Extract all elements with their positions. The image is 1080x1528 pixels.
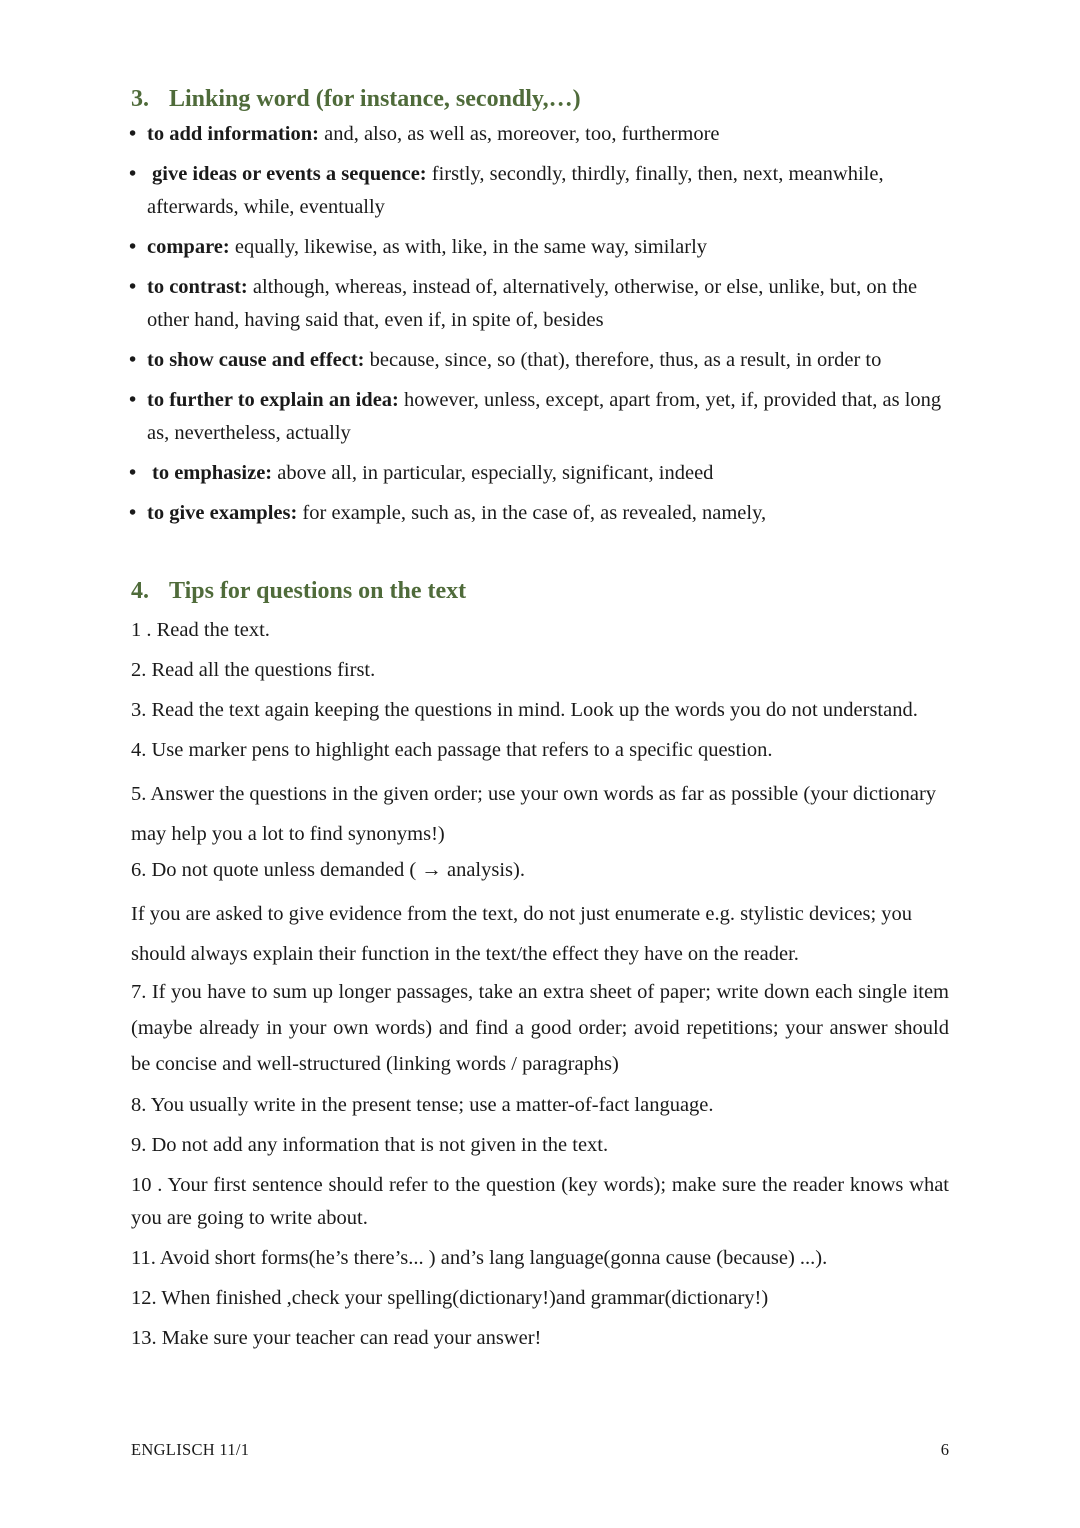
tip-item: If you are asked to give evidence from the text, do not just enumerate e.g. stylistic devices; you should always explain their function in the text/the effect they have on the reader. <box>131 903 913 965</box>
list-item <box>131 231 949 264</box>
bullet-icon: • <box>129 123 137 145</box>
tip-item: 1 . Read the text. <box>131 619 270 641</box>
tip-item: 3. Read the text again keeping the questions in mind. Look up the words you do not understand. <box>131 699 918 721</box>
list-item-label: to add information: <box>147 123 319 145</box>
tip-item: 6. Do not quote unless demanded ( → analysis). <box>131 859 525 881</box>
tip-item: 5. Answer the questions in the given order; use your own words as far as possible (your dictionary may help you a lot to find synonyms!) <box>131 783 937 845</box>
tip-item: 12. When finished ,check your spelling(dictionary!)and grammar(dictionary!) <box>131 1287 769 1309</box>
list-item <box>131 457 949 490</box>
bullet-icon: • <box>129 276 137 298</box>
list-item-text: firstly, secondly, thirdly, finally, then, next, meanwhile, afterwards, while, eventually <box>147 163 884 218</box>
tip-item: 9. Do not add any information that is not given in the text. <box>131 1134 609 1156</box>
list-item-text: because, since, so (that), therefore, thus, as a result, in order to <box>364 349 882 371</box>
section-3-title: Linking word (for instance, secondly,…) <box>169 86 581 112</box>
list-item-label: to give examples: <box>147 502 298 524</box>
list-item-text: although, whereas, instead of, alternatively, otherwise, or else, unlike, but, on the other hand, having said that, even if, in spite of, besides <box>147 276 918 331</box>
section-3-number: 3. <box>131 86 149 112</box>
list-item <box>131 118 949 151</box>
list-item-label: to emphasize: <box>152 462 273 484</box>
linking-words-list <box>131 118 949 530</box>
tip-item: 2. Read all the questions first. <box>131 659 376 681</box>
page-number: 6 <box>940 1440 949 1459</box>
tip-item: 13. Make sure your teacher can read your answer! <box>131 1327 542 1349</box>
section-4-title: Tips for questions on the text <box>169 578 467 604</box>
bullet-icon: • <box>129 389 137 411</box>
list-item-text: above all, in particular, especially, significant, indeed <box>272 462 714 484</box>
list-item-text: for example, such as, in the case of, as revealed, namely, <box>297 502 767 524</box>
tip-item: 4. Use marker pens to highlight each passage that refers to a specific question. <box>131 739 773 761</box>
section-3-heading <box>131 82 949 116</box>
bullet-icon: • <box>129 163 137 185</box>
list-item <box>131 497 949 530</box>
bullet-icon: • <box>129 236 137 258</box>
list-item-label: to contrast: <box>147 276 248 298</box>
list-item-label: compare: <box>147 236 230 258</box>
tip-item: 11. Avoid short forms(he’s there’s... ) and’s lang language(gonna cause (because) ...). <box>131 1247 828 1269</box>
list-item <box>131 158 949 224</box>
list-item <box>131 344 949 377</box>
tip-item: 7. If you have to sum up longer passages, take an extra sheet of paper; write down each single item (maybe already in your own words) and find a good order; avoid repetitions; your answer should be concise and well-structured (linking words / paragraphs) <box>131 981 949 1075</box>
bullet-icon: • <box>129 462 137 484</box>
tips-list <box>131 614 949 1362</box>
bullet-icon: • <box>129 502 137 524</box>
list-item-text: equally, likewise, as with, like, in the same way, similarly <box>229 236 708 258</box>
tip-item: 10 . Your first sentence should refer to the question (key words); make sure the reader knows what you are going to write about. <box>131 1174 949 1229</box>
bullet-icon: • <box>129 349 137 371</box>
tip-item: 8. You usually write in the present tense; use a matter-of-fact language. <box>131 1094 714 1116</box>
list-item-text: and, also, as well as, moreover, too, furthermore <box>318 123 720 145</box>
document-page <box>129 82 949 1349</box>
list-item-label: to show cause and effect: <box>147 349 365 371</box>
list-item <box>131 384 949 450</box>
list-item-label: give ideas or events a sequence: <box>152 163 427 185</box>
section-4-heading <box>131 574 466 608</box>
list-item-label: to further to explain an idea: <box>147 389 399 411</box>
footer-course-label: ENGLISCH 11/1 <box>131 1440 250 1459</box>
section-4-number: 4. <box>131 578 149 604</box>
list-item-text: however, unless, except, apart from, yet, if, provided that, as long as, nevertheless, actually <box>147 389 942 444</box>
list-item <box>131 271 949 337</box>
